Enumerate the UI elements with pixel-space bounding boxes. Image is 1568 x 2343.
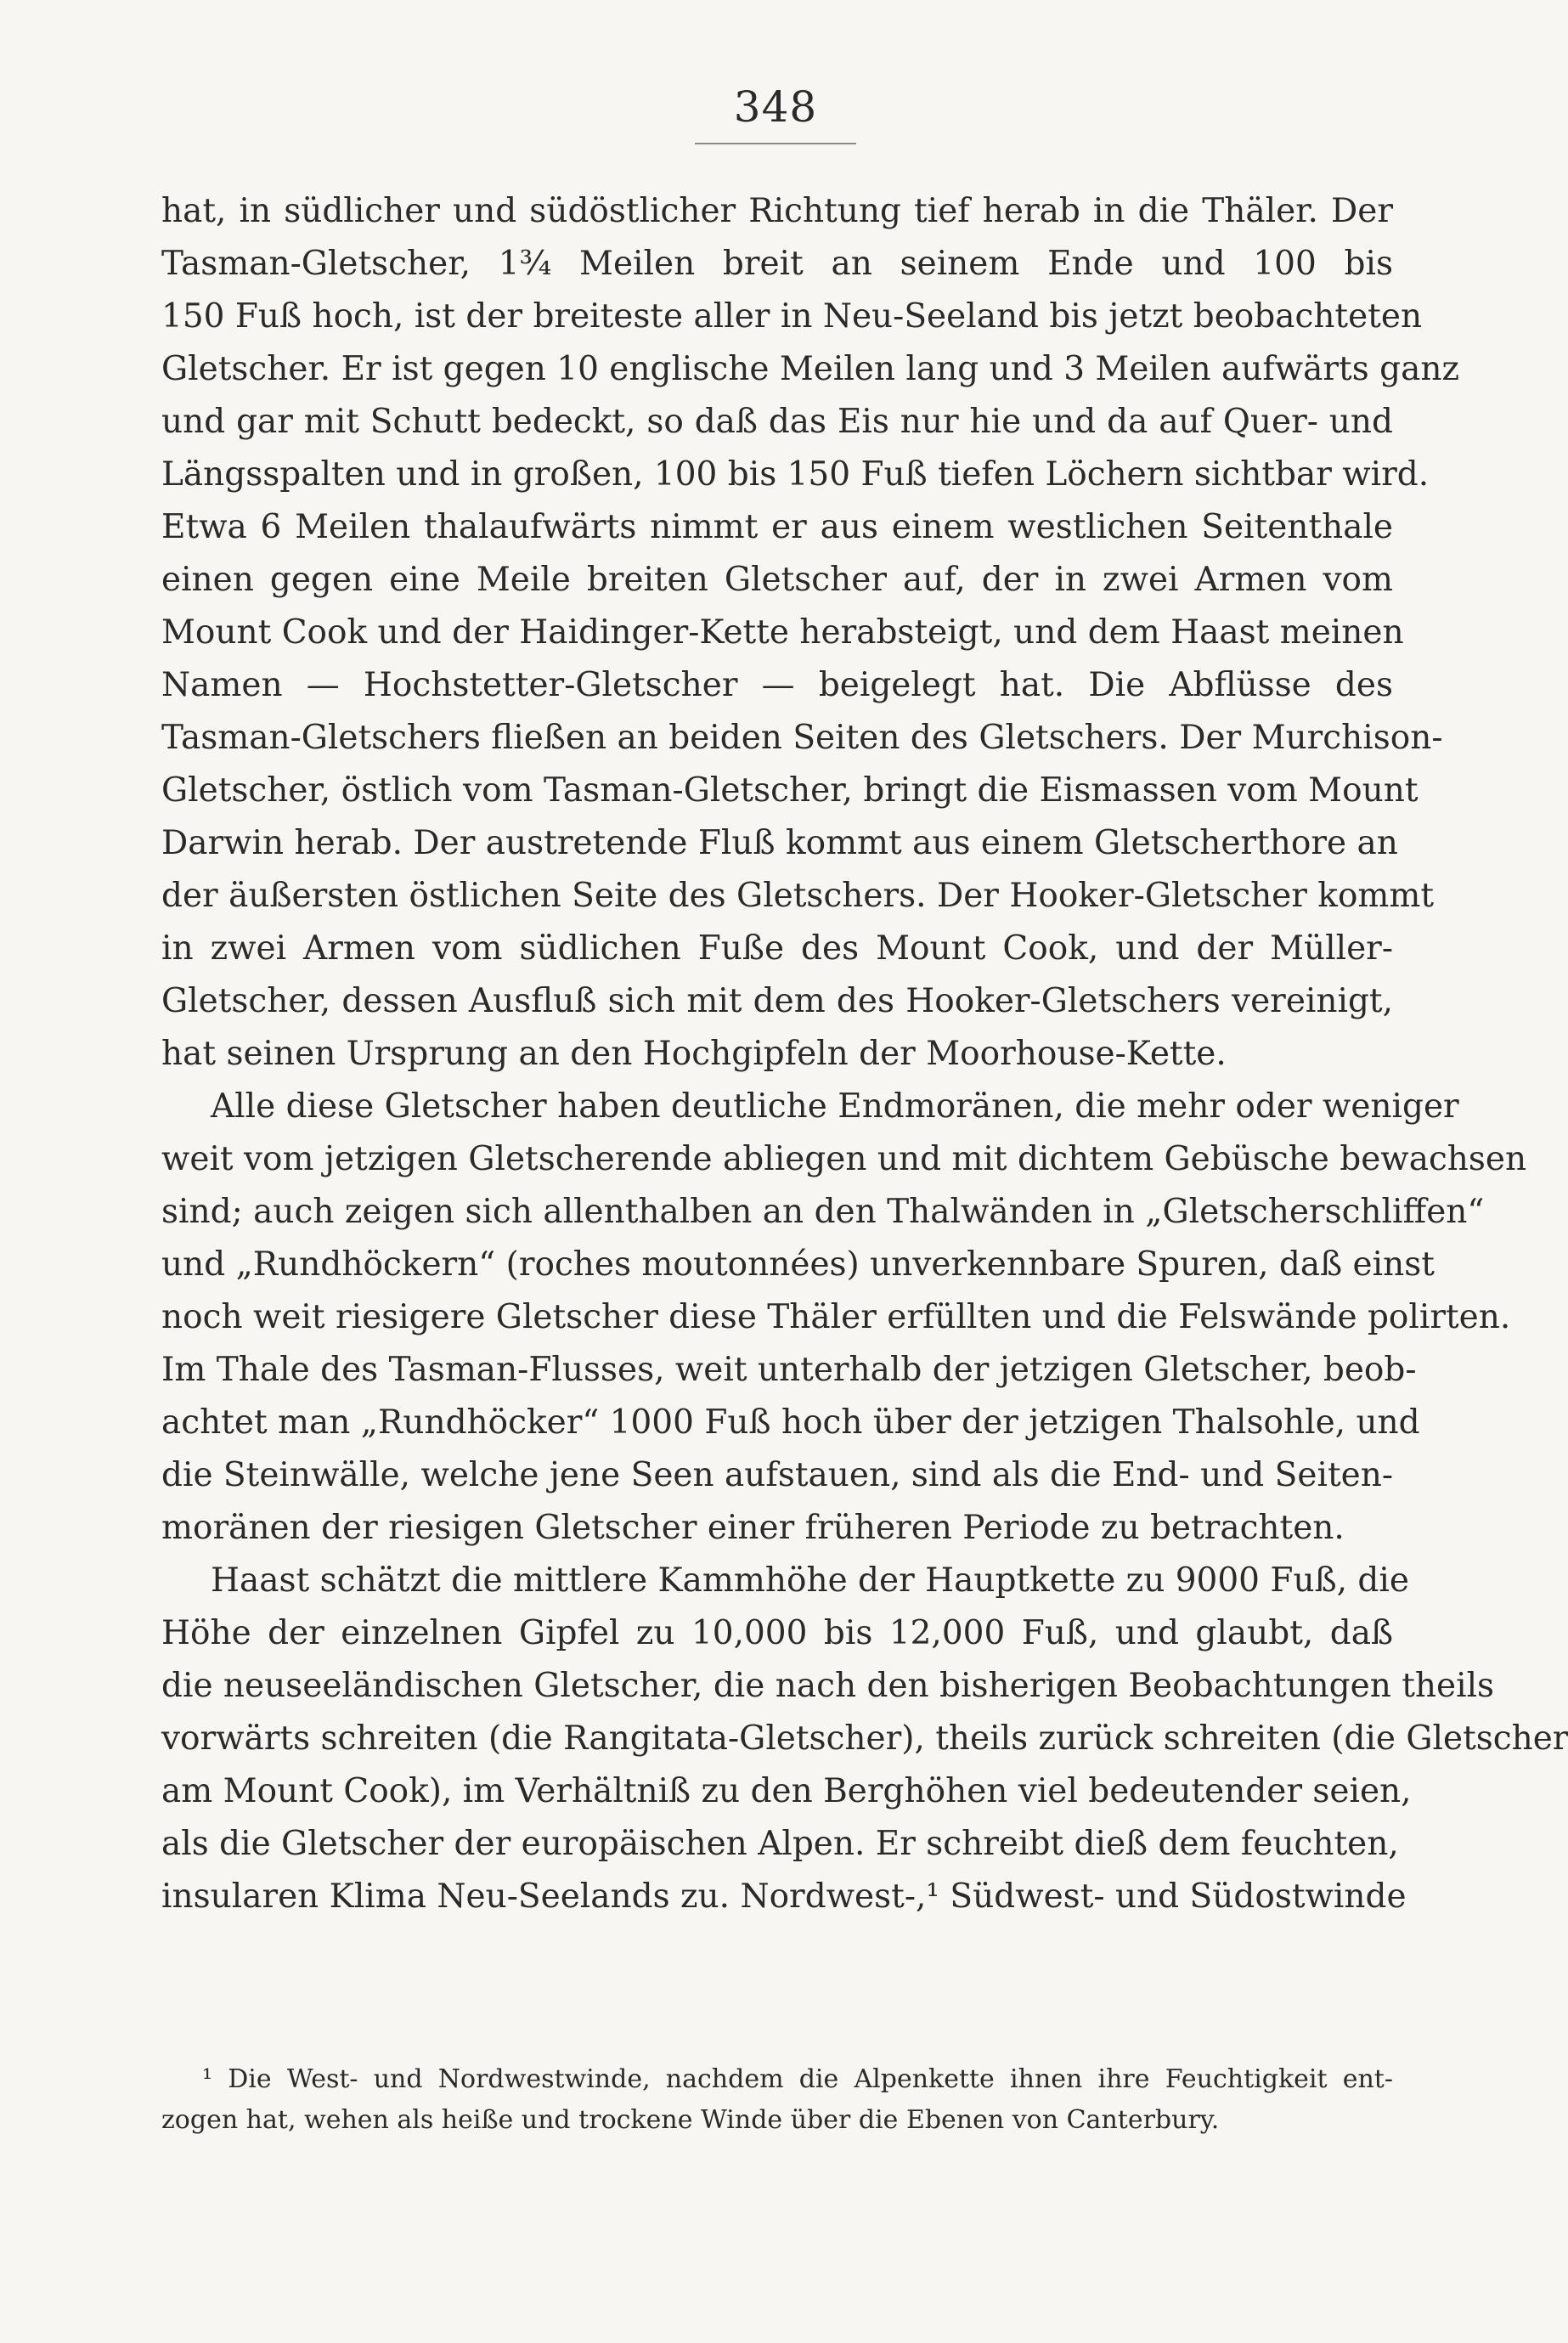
text-line: Mount Cook und der Haidinger-Kette herabsteigt, und dem Haast meinen — [161, 613, 1404, 652]
text-line: Im Thale des Tasman-Flusses, weit unterhalb der jetzigen Gletscher, beob- — [161, 1351, 1417, 1389]
text-line: Etwa 6 Meilen thalaufwärts nimmt er aus einem westlichen Seitenthale — [161, 508, 1393, 546]
body-text — [161, 185, 1568, 1923]
text-line: am Mount Cook), im Verhältniß zu den Berghöhen viel bedeutender seien, — [161, 1772, 1412, 1810]
text-line: Gletscher, östlich vom Tasman-Gletscher, bringt die Eismassen vom Mount — [161, 771, 1419, 810]
text-line: moränen der riesigen Gletscher einer früheren Periode zu betrachten. — [161, 1509, 1345, 1547]
text-line: die neuseeländischen Gletscher, die nach den bisherigen Beobachtungen theils — [161, 1667, 1495, 1705]
text-line: hat seinen Ursprung an den Hochgipfeln der Moorhouse-Kette. — [161, 1035, 1227, 1073]
text-line: in zwei Armen vom südlichen Fuße des Mount Cook, und der Müller- — [161, 929, 1393, 968]
text-line: vorwärts schreiten (die Rangitata-Gletscher), theils zurück schreiten (die Gletscher — [161, 1719, 1568, 1758]
text-line: achtet man „Rundhöcker“ 1000 Fuß hoch über der jetzigen Thalsohle, und — [161, 1403, 1420, 1442]
text-line: Alle diese Gletscher haben deutliche Endmoränen, die mehr oder weniger — [211, 1087, 1459, 1126]
text-line: der äußersten östlichen Seite des Gletschers. Der Hooker-Gletscher kommt — [161, 877, 1435, 915]
text-line: Höhe der einzelnen Gipfel zu 10,000 bis 12,000 Fuß, und glaubt, daß — [161, 1614, 1393, 1652]
header-rule — [695, 143, 856, 144]
text-line: insularen Klima Neu-Seelands zu. Nordwest-,¹ Südwest- und Südostwinde — [161, 1877, 1407, 1916]
footnote-line: ¹ Die West- und Nordwestwinde, nachdem die Alpenkette ihnen ihre Feuchtigkeit ent- — [202, 2064, 1393, 2094]
text-line: Tasman-Gletschers fließen an beiden Seiten des Gletschers. Der Murchison- — [161, 719, 1443, 757]
text-line: Namen — Hochstetter-Gletscher — beigelegt hat. Die Abflüsse des — [161, 666, 1393, 704]
text-line: die Steinwälle, welche jene Seen aufstauen, sind als die End- und Seiten- — [161, 1456, 1393, 1494]
text-line: Längsspalten und in großen, 100 bis 150 Fuß tiefen Löchern sichtbar wird. — [161, 455, 1430, 494]
footnotes — [161, 2059, 1393, 2141]
text-line: und „Rundhöckern“ (roches moutonnées) unverkennbare Spuren, daß einst — [161, 1245, 1435, 1284]
text-line: Haast schätzt die mittlere Kammhöhe der Hauptkette zu 9000 Fuß, die — [211, 1561, 1409, 1600]
text-line: weit vom jetzigen Gletscherende abliegen und mit dichtem Gebüsche bewachsen — [161, 1140, 1527, 1178]
text-line: einen gegen eine Meile breiten Gletscher auf, der in zwei Armen vom — [161, 561, 1393, 599]
text-line: 150 Fuß hoch, ist der breiteste aller in Neu-Seeland bis jetzt beobachteten — [161, 297, 1423, 336]
text-line: hat, in südlicher und südöstlicher Richtung tief herab in die Thäler. Der — [161, 192, 1393, 230]
text-line: sind; auch zeigen sich allenthalben an den Thalwänden in „Gletscherschliffen“ — [161, 1193, 1485, 1231]
footnote-line: zogen hat, wehen als heiße und trockene Winde über die Ebenen von Canterbury. — [161, 2105, 1220, 2135]
text-line: Darwin herab. Der austretende Fluß kommt aus einem Gletscherthore an — [161, 824, 1398, 862]
text-line: Gletscher. Er ist gegen 10 englische Meilen lang und 3 Meilen aufwärts ganz — [161, 350, 1460, 388]
text-line: Gletscher, dessen Ausfluß sich mit dem des Hooker-Gletschers vereinigt, — [161, 982, 1393, 1020]
text-line: und gar mit Schutt bedeckt, so daß das Eis nur hie und da auf Quer- und — [161, 403, 1393, 441]
text-line: als die Gletscher der europäischen Alpen. Er schreibt dieß dem feuchten, — [161, 1825, 1399, 1863]
page-number: 348 — [733, 82, 818, 132]
text-line: noch weit riesigere Gletscher diese Thäler erfüllten und die Felswände polirten. — [161, 1298, 1511, 1336]
text-line: Tasman-Gletscher, 1¾ Meilen breit an seinem Ende und 100 bis — [161, 245, 1393, 283]
